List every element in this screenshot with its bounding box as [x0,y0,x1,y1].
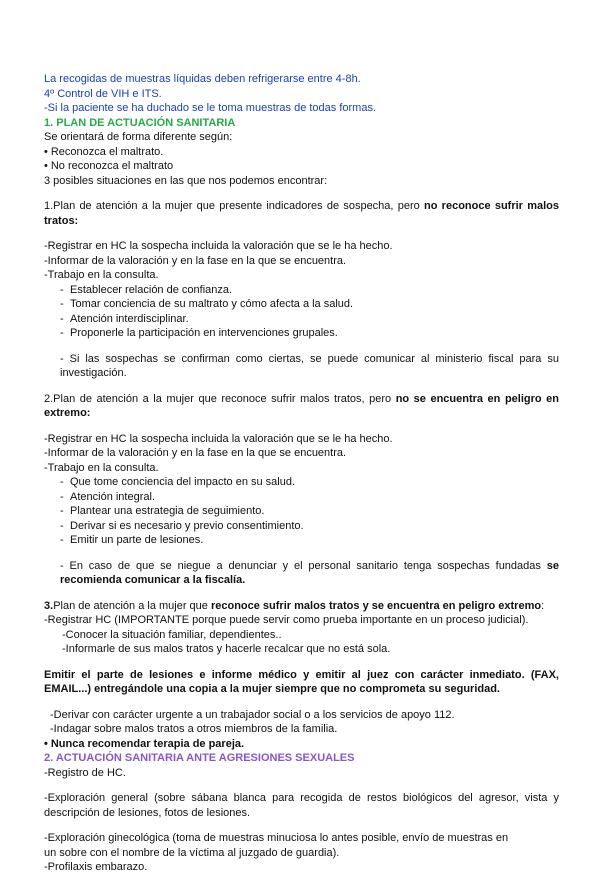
intro-line-3: -Si la paciente se ha duchado se le toma muestras de todas formas. [44,102,377,114]
plan-2-work: -Trabajo en la consulta. [44,461,159,474]
plan-2-bold: no se encuentra en peligro en extremo: [44,392,559,419]
plan-2-item: - Atención integral. [44,490,559,505]
plan-3-number: 3. [44,599,54,612]
situations-text: 3 posibles situaciones en las que nos podemos encontrar: [44,174,328,187]
plan-2-item: - Emitir un parte de lesiones. [44,533,559,548]
plan-3-derive: -Derivar con carácter urgente a un trabajador social o a los servicios de apoyo 112. [50,708,455,721]
plan-3-never: • Nunca recomendar terapia de pareja. [44,737,559,752]
plan-2-last [44,559,559,588]
plan-1-work: -Trabajo en la consulta. [44,269,159,281]
plan-2-item: - Derivar si es necesario y previo consentimiento. [44,519,559,534]
plan-1-heading [44,199,559,228]
bullet-no-reconozca: • No reconozca el maltrato [44,159,559,174]
plan-2-heading [44,392,559,421]
section-2-gyn-a: -Exploración ginecológica (toma de muestras minuciosa lo antes posible, envío de muestras en [44,832,509,844]
section-2-gyn-b: un sobre con el nombre de la víctima al juzgado de guardia). [44,846,340,859]
plan-3-heading [44,599,559,614]
orientation-text: Se orientará de forma diferente según: [44,131,233,143]
plan-3-colon: : [541,599,545,612]
plan-2-last-bold: se recomienda comunicar a la fiscalía. [60,559,559,586]
plan-1-item: - Tomar conciencia de su maltrato y cómo afecta a la salud. [44,297,559,312]
plan-3-register: -Registrar HC (IMPORTANTE porque puede servir como prueba importante en un proceso judicial). [44,614,529,626]
plan-3-lead: Plan de atención a la mujer que [53,599,211,612]
section-2-register: -Registro de HC. [44,766,126,779]
intro-line-1: La recogidas de muestras líquidas deben refrigerarse entre 4-8h. [44,73,361,85]
section-1-title: 1. PLAN DE ACTUACIÓN SANITARIA [44,116,236,129]
plan-1-last: - Si las sospechas se confirman como ciertas, se puede comunicar al ministerio fiscal para su investigación. [60,352,559,379]
plan-1-item: - Establecer relación de confianza. [44,283,559,298]
plan-2-register: -Registrar en HC la sospecha incluida la valoración que se le ha hecho. [44,432,393,445]
section-2-title: 2. ACTUACIÓN SANITARIA ANTE AGRESIONES SEXUALES [44,752,355,764]
plan-2-item: - Que tome conciencia del impacto en su salud. [44,475,559,490]
plan-3-family: -Conocer la situación familiar, dependientes.. [62,628,282,641]
plan-2-item: - Plantear una estrategia de seguimiento. [44,504,559,519]
plan-3-bold: reconoce sufrir malos tratos y se encuentra en peligro extremo [210,599,542,612]
plan-3-inform: -Informarle de sus malos tratos y hacerle recalcar que no está sola. [62,643,391,655]
plan-3-investigate: -Indagar sobre malos tratos a otros miembros de la familia. [50,723,338,735]
intro-line-2: 4º Control de VIH e ITS. [44,87,162,100]
document-page [44,72,559,875]
plan-1-item: - Proponerle la participación en intervenciones grupales. [44,326,559,341]
bullet-reconozca: • Reconozca el maltrato. [44,145,559,160]
section-2-general: -Exploración general (sobre sábana blanca para recogida de restos biológicos del agresor, vista y descripción de lesiones, fotos de lesiones. [44,792,559,819]
plan-2-last-lead: - En caso de que se niegue a denunciar y el personal sanitario tenga sospechas fundadas [60,559,547,572]
plan-1-item: - Atención interdisciplinar. [44,312,559,327]
plan-2-inform: -Informar de la valoración y en la fase en la que se encuentra. [44,447,347,459]
plan-1-bold: no reconoce sufrir malos tratos: [44,200,560,227]
plan-2-lead: 2.Plan de atención a la mujer que reconoce sufrir malos tratos, pero [44,392,396,405]
plan-3-emit: Emitir el parte de lesiones e informe médico y emitir al juez con carácter inmediato. (FAX, EMAIL...) entregándole una copia a la mujer siempre que no comprometa su seguridad. [44,668,559,695]
section-2-prophylaxis: -Profilaxis embarazo. [44,861,148,873]
plan-1-register: -Registrar en HC la sospecha incluida la valoración que se le ha hecho. [44,240,393,252]
plan-1-lead: 1.Plan de atención a la mujer que presente indicadores de sospecha, pero [44,200,424,212]
plan-1-inform: -Informar de la valoración y en la fase en la que se encuentra. [44,254,347,267]
